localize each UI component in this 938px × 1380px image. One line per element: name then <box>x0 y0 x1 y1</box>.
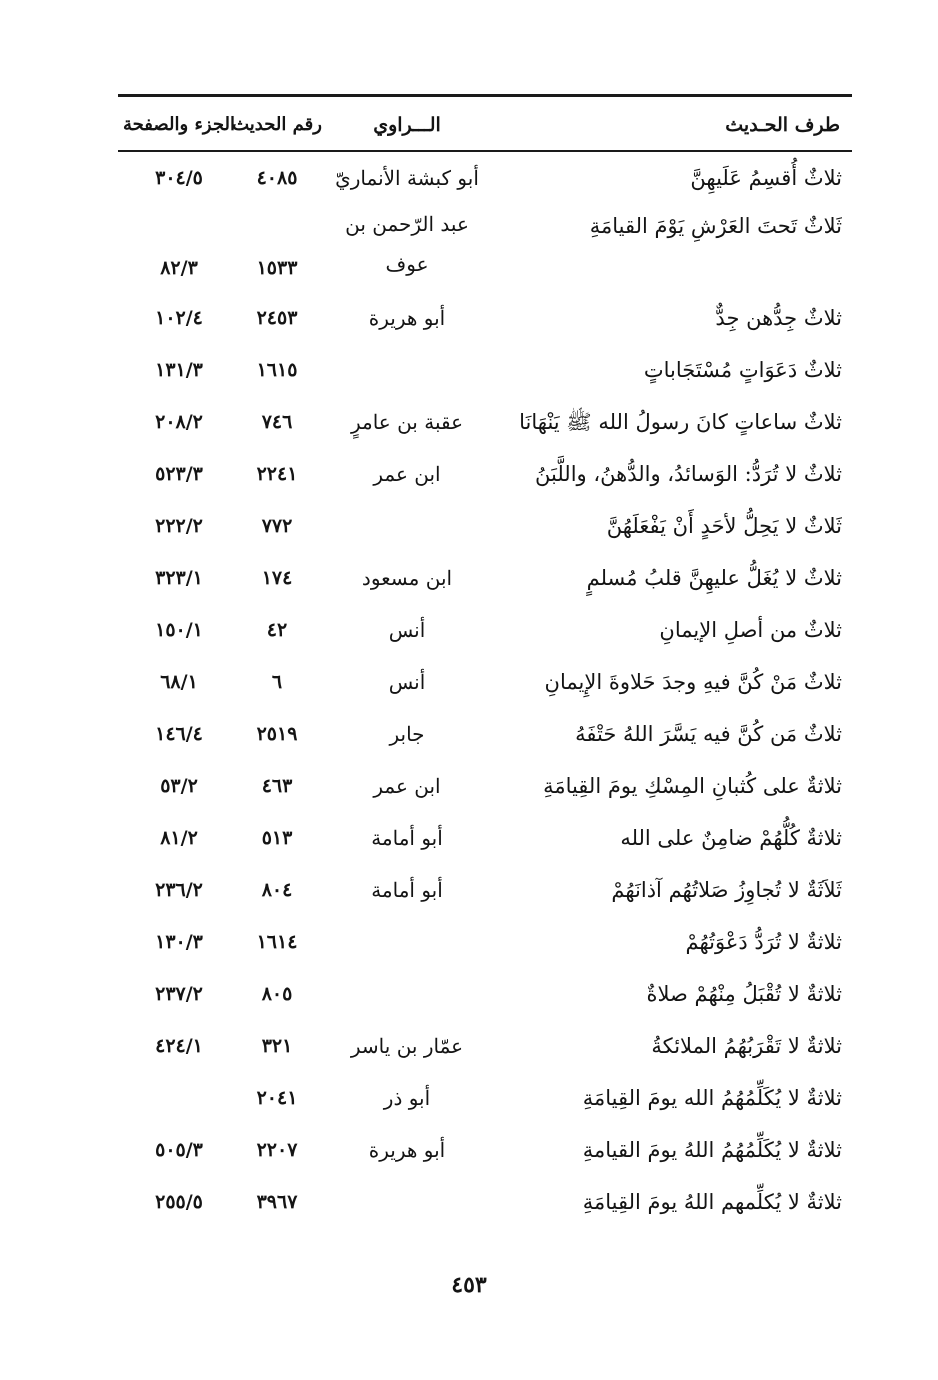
table-row <box>118 344 852 396</box>
narrator <box>327 500 487 552</box>
part-page: ٥٣/٢ <box>160 775 198 797</box>
part-page: ٢٥٥/٥ <box>155 1191 203 1213</box>
part-page: ٣٠٤/٥ <box>155 167 203 189</box>
part-page: ٨١/٢ <box>160 827 198 849</box>
part-page: ١٣١/٣ <box>155 359 203 381</box>
table-row <box>118 1124 852 1176</box>
hadith-number: ٧٧٢ <box>261 515 293 537</box>
hadith-text: ثلاثٌ لا تُرَدُّ: الوَسائدُ، والدُّهنُ، واللَّبَنُ <box>535 462 842 486</box>
part-page <box>118 1072 240 1124</box>
table-row <box>118 968 852 1020</box>
narrator: ابن عمر <box>373 774 441 798</box>
part-page: ٣٢٣/١ <box>155 567 203 589</box>
hadith-text: ثَلاثٌ لا يَحِلُّ لأحَدٍ أَنْ يَفْعَلَهُنَّ <box>606 514 842 538</box>
hadith-number: ٨٠٥ <box>261 983 293 1005</box>
hadith-text: ثلاثٌ لا يُغَلُّ عليهِنَّ قلبُ مُسلمٍ <box>586 566 842 590</box>
table-row <box>118 292 852 344</box>
hadith-index-table <box>118 96 852 1228</box>
narrator: ابن عمر <box>373 462 441 486</box>
hadith-text: ثَلاثٌ تَحتَ العَرْشِ يَوْمَ القيامَةِ <box>589 214 842 238</box>
table-row <box>118 656 852 708</box>
hadith-text: ثلاثةٌ لا يُكَلِّمُهُمُ اللهُ يومَ القيامةِ <box>582 1138 842 1162</box>
hadith-text: ثلاثٌ أُقسِمُ عَلَيهِنَّ <box>690 166 842 190</box>
hadith-text: ثلاثةٌ لا تَقْرَبُهُمُ الملائكةُ <box>651 1034 842 1058</box>
hadith-text: ثلاثٌ مَن كُنَّ فيه يَسَّرَ اللهُ حَتْفَهُ <box>575 722 842 746</box>
table-row <box>118 152 852 204</box>
hadith-number: ٢٢٠٧ <box>256 1139 298 1161</box>
narrator: أبو ذر <box>383 1086 431 1110</box>
hadith-number: ٢٠٤١ <box>256 1087 298 1109</box>
hadith-text: ثلاثٌ مَنْ كُنَّ فيهِ وجدَ حَلاوةَ الإِيمانِ <box>544 670 842 694</box>
hadith-text: ثلاثٌ من أصلِ الإيمانِ <box>659 618 842 642</box>
part-page: ١٤٦/٤ <box>155 723 203 745</box>
table-row <box>118 1020 852 1072</box>
hadith-number: ٦ <box>271 671 283 693</box>
narrator <box>327 344 487 396</box>
narrator: أبو أمامة <box>371 878 443 902</box>
table-row <box>118 396 852 448</box>
part-page: ٢٢٢/٢ <box>155 515 203 537</box>
part-page: ١٥٠/١ <box>155 619 203 641</box>
hadith-text: ثَلاَثَةٌ لا تُجاوِزُ صَلاتُهُم آذانَهُمْ <box>611 878 842 902</box>
hadith-number: ٣٢١ <box>261 1035 293 1057</box>
narrator <box>327 1176 487 1228</box>
hadith-number: ١٥٣٣ <box>256 257 298 279</box>
table-row <box>118 812 852 864</box>
narrator: أبو هريرة <box>368 306 446 330</box>
table-row <box>118 916 852 968</box>
table-row <box>118 708 852 760</box>
hadith-text: ثلاثةٌ على كُثبانِ المِسْكِ يومَ القِيامَةِ <box>543 774 842 798</box>
narrator <box>327 916 487 968</box>
narrator: أبو هريرة <box>368 1138 446 1162</box>
narrator: عبد الرّحمن بن عوف <box>345 212 469 276</box>
table-row <box>118 604 852 656</box>
part-page: ٥٠٥/٣ <box>155 1139 203 1161</box>
hadith-number: ٣٩٦٧ <box>256 1191 298 1213</box>
hadith-text: ثلاثٌ ساعاتٍ كانَ رسولُ الله ﷺ يَنْهَانَا <box>519 410 842 434</box>
part-page: ٨٢/٣ <box>160 257 198 279</box>
table-row <box>118 204 852 292</box>
part-page: ٢٣٧/٢ <box>155 983 203 1005</box>
part-page: ٦٨/١ <box>160 671 198 693</box>
hadith-text: ثلاثةٌ كُلُّهُمْ ضامِنٌ على الله <box>620 826 842 850</box>
narrator: عمّار بن ياسر <box>350 1034 464 1058</box>
narrator: أنس <box>388 618 426 642</box>
hadith-number: ١٧٤ <box>261 567 293 589</box>
hadith-number: ١٦١٥ <box>256 359 298 381</box>
hadith-number: ٤٢ <box>266 619 288 641</box>
part-page: ٤٢٤/١ <box>155 1035 203 1057</box>
hadith-text: ثلاثٌ دَعَوَاتٍ مُسْتَجَاباتٍ <box>643 358 842 382</box>
narrator: جابر <box>389 722 425 746</box>
table-header <box>118 96 852 152</box>
hadith-number: ٤٠٨٥ <box>256 167 298 189</box>
narrator: أبو أمامة <box>371 826 443 850</box>
hadith-number: ٤٦٣ <box>261 775 293 797</box>
hadith-text: ثلاثٌ جِدُّهن جِدٌّ <box>715 306 842 330</box>
narrator: ابن مسعود <box>361 566 453 590</box>
hadith-text: ثلاثةٌ لا تُرَدُّ دَعْوَتُهُمْ <box>685 930 842 954</box>
hadith-number: ٢٤٥٣ <box>256 307 298 329</box>
hadith-number: ٧٤٦ <box>261 411 293 433</box>
hadith-text: ثلاثةٌ لا يُكلِّمهم اللهُ يومَ القِيامَةِ <box>582 1190 842 1214</box>
hadith-text: ثلاثةٌ لا تُقْبَلُ مِنْهُمْ صلاةٌ <box>646 982 842 1006</box>
hadith-number: ٥١٣ <box>261 827 293 849</box>
part-page: ١٠٢/٤ <box>155 307 203 329</box>
part-page: ٥٢٣/٣ <box>155 463 203 485</box>
header-narrator: الـــراوي <box>373 114 441 136</box>
hadith-number: ٢٢٤١ <box>256 463 298 485</box>
table-row <box>118 500 852 552</box>
narrator: أنس <box>388 670 426 694</box>
table-row <box>118 448 852 500</box>
page-number: ٤٥٣ <box>451 1272 487 1298</box>
part-page: ١٣٠/٣ <box>155 931 203 953</box>
table-row <box>118 1072 852 1124</box>
narrator: أبو كبشة الأنماريّ <box>335 166 479 190</box>
table-row <box>118 552 852 604</box>
hadith-text: ثلاثةٌ لا يُكَلِّمُهُمُ الله يومَ القِيامَةِ <box>582 1086 842 1110</box>
narrator <box>327 968 487 1020</box>
hadith-number: ١٦١٤ <box>256 931 298 953</box>
table-row <box>118 864 852 916</box>
part-page: ٢٣٦/٢ <box>155 879 203 901</box>
narrator: عقبة بن عامرٍ <box>350 410 464 434</box>
table-row <box>118 760 852 812</box>
hadith-number: ٨٠٤ <box>261 879 293 901</box>
header-part-page: الجزء والصفحة <box>123 114 235 135</box>
table-row <box>118 1176 852 1228</box>
header-number: رقم الحديث <box>232 114 322 135</box>
part-page: ٢٠٨/٢ <box>155 411 203 433</box>
header-hadith: طرف الحـديث <box>725 114 840 136</box>
hadith-number: ٢٥١٩ <box>256 723 298 745</box>
